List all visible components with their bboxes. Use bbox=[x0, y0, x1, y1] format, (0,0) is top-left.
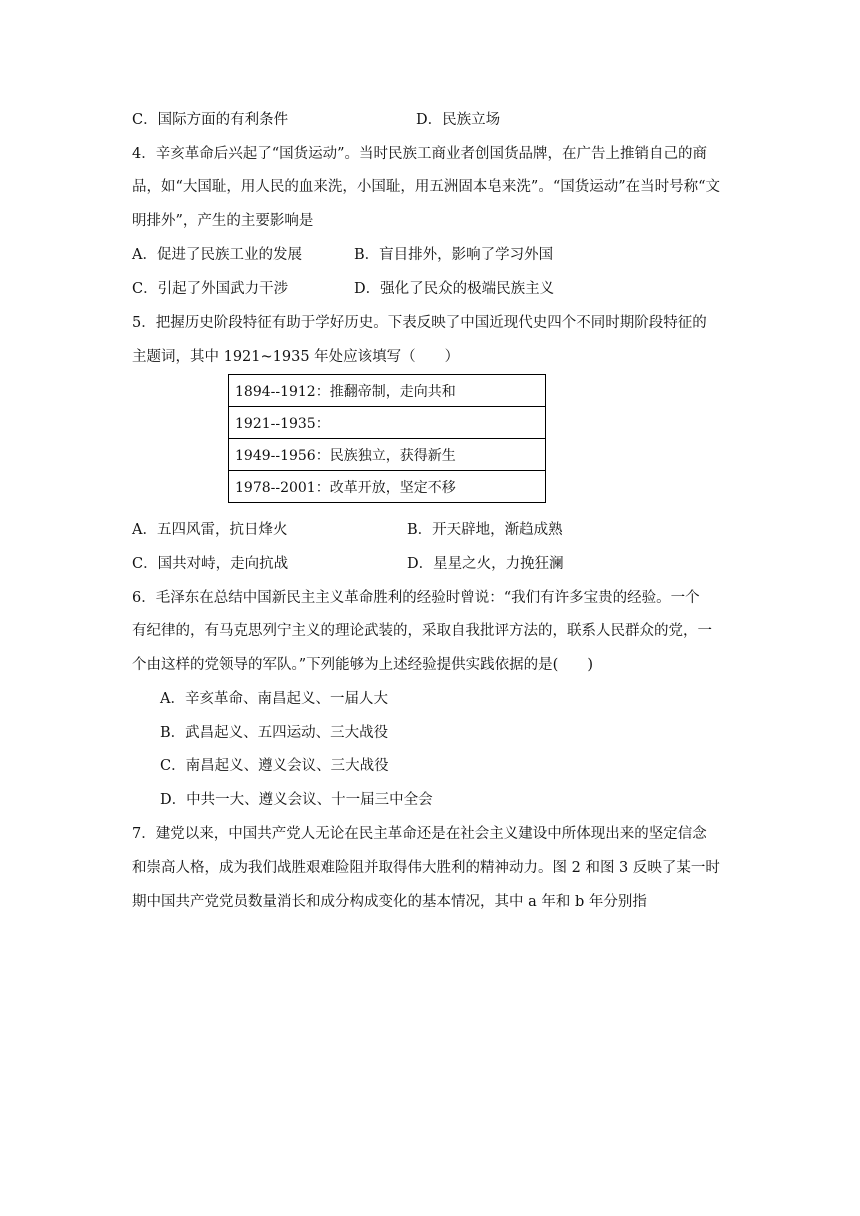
q4-option-c: C．引起了外国武力干涉 bbox=[132, 281, 289, 297]
q6-option-b: B．武昌起义、五四运动、三大战役 bbox=[160, 725, 389, 741]
q3-option-c: C．国际方面的有利条件 bbox=[132, 112, 289, 128]
q5-option-b: B．开天辟地，渐趋成熟 bbox=[407, 522, 563, 538]
table-row bbox=[229, 375, 546, 407]
table-cell: 1921--1935： bbox=[229, 407, 546, 439]
table-cell: 1894--1912：推翻帝制，走向共和 bbox=[229, 375, 546, 407]
q4-option-a: A．促进了民族工业的发展 bbox=[132, 247, 302, 263]
q4-stem-line2: 品，如“大国耻，用人民的血来洗，小国耻，用五洲固本皂来洗”。“国货运动”在当时号称“文 bbox=[132, 179, 721, 195]
q4-option-d: D．强化了民众的极端民族主义 bbox=[354, 281, 555, 297]
q6-option-c: C．南昌起义、遵义会议、三大战役 bbox=[160, 758, 389, 774]
q5-option-a: A．五四风雷，抗日烽火 bbox=[132, 522, 288, 538]
q7-stem-line2: 和崇高人格，成为我们战胜艰难险阻并取得伟大胜利的精神动力。图 2 和图 3 反映了某一时 bbox=[132, 860, 720, 876]
table-row bbox=[229, 407, 546, 439]
q4-option-b: B．盲目排外，影响了学习外国 bbox=[354, 247, 554, 263]
table-cell: 1949--1956：民族独立，获得新生 bbox=[229, 439, 546, 471]
q5-option-c: C．国共对峙，走向抗战 bbox=[132, 556, 289, 572]
q6-option-d: D．中共一大、遵义会议、十一届三中全会 bbox=[160, 792, 433, 808]
q6-stem-line2: 有纪律的，有马克思列宁主义的理论武装的，采取自我批评方法的，联系人民群众的党，一 bbox=[132, 623, 712, 639]
q4-stem-line1: 4．辛亥革命后兴起了“国货运动”。当时民族工商业者创国货品牌，在广告上推销自己的商 bbox=[132, 146, 708, 162]
q7-stem-line1: 7．建党以来，中国共产党人无论在民主革命还是在社会主义建设中所体现出来的坚定信念 bbox=[132, 826, 707, 842]
table-cell: 1978--2001：改革开放，坚定不移 bbox=[229, 471, 546, 503]
table-row bbox=[229, 471, 546, 503]
q5-period-table bbox=[228, 374, 546, 503]
q5-option-d: D．星星之火，力挽狂澜 bbox=[407, 556, 564, 572]
q3-option-d: D．民族立场 bbox=[416, 112, 501, 128]
q5-stem-line2: 主题词，其中 1921~1935 年处应该填写（ ） bbox=[132, 349, 460, 365]
q6-stem-line1: 6．毛泽东在总结中国新民主主义革命胜利的经验时曾说：“我们有许多宝贵的经验。一个 bbox=[132, 590, 700, 606]
q6-option-a: A．辛亥革命、南昌起义、一届人大 bbox=[160, 691, 388, 707]
q7-stem-line3: 期中国共产党党员数量消长和成分构成变化的基本情况，其中 a 年和 b 年分别指 bbox=[132, 894, 647, 910]
q4-stem-line3: 明排外”，产生的主要影响是 bbox=[132, 213, 314, 229]
table-row bbox=[229, 439, 546, 471]
q6-stem-line3: 个由这样的党领导的军队。”下列能够为上述经验提供实践依据的是( ) bbox=[132, 657, 593, 673]
q5-stem-line1: 5．把握历史阶段特征有助于学好历史。下表反映了中国近现代史四个不同时期阶段特征的 bbox=[132, 315, 707, 331]
